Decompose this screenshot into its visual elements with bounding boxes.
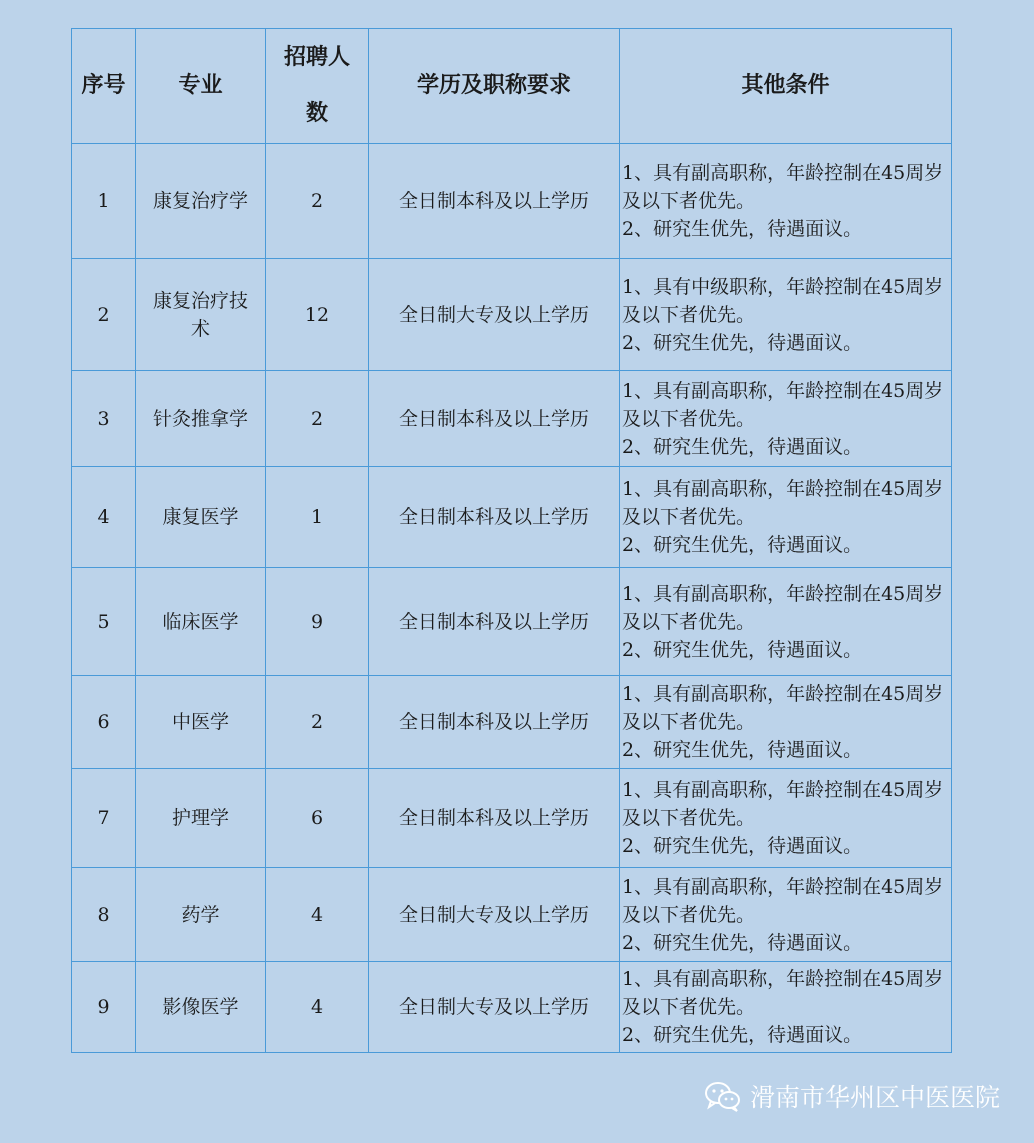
cell-education: 全日制本科及以上学历	[369, 371, 620, 467]
cell-count: 4	[266, 962, 369, 1053]
header-count: 招聘人数	[266, 29, 369, 144]
header-education: 学历及职称要求	[369, 29, 620, 144]
cell-major: 影像医学	[136, 962, 266, 1053]
table-row	[72, 467, 952, 568]
table-row	[72, 371, 952, 467]
cell-education: 全日制大专及以上学历	[369, 259, 620, 371]
cell-index: 7	[72, 769, 136, 868]
cell-other: 1、具有副高职称，年龄控制在45周岁及以下者优先。 2、研究生优先，待遇面议。	[620, 962, 952, 1053]
cell-other: 1、具有副高职称，年龄控制在45周岁及以下者优先。 2、研究生优先，待遇面议。	[620, 769, 952, 868]
cell-index: 2	[72, 259, 136, 371]
table-row	[72, 769, 952, 868]
footer-account	[704, 1078, 1000, 1114]
cell-education: 全日制本科及以上学历	[369, 467, 620, 568]
cell-education: 全日制本科及以上学历	[369, 676, 620, 769]
table-row	[72, 676, 952, 769]
recruitment-table	[71, 28, 952, 1053]
cell-major: 临床医学	[136, 568, 266, 676]
wechat-icon	[704, 1080, 742, 1112]
table-row	[72, 962, 952, 1053]
cell-education: 全日制大专及以上学历	[369, 868, 620, 962]
cell-other: 1、具有副高职称，年龄控制在45周岁及以下者优先。 2、研究生优先，待遇面议。	[620, 676, 952, 769]
cell-index: 4	[72, 467, 136, 568]
cell-other: 1、具有副高职称，年龄控制在45周岁及以下者优先。 2、研究生优先，待遇面议。	[620, 467, 952, 568]
cell-count: 1	[266, 467, 369, 568]
cell-index: 6	[72, 676, 136, 769]
cell-other: 1、具有中级职称，年龄控制在45周岁及以下者优先。 2、研究生优先，待遇面议。	[620, 259, 952, 371]
cell-major: 康复治疗技术	[136, 259, 266, 371]
header-other: 其他条件	[620, 29, 952, 144]
cell-education: 全日制本科及以上学历	[369, 769, 620, 868]
cell-index: 9	[72, 962, 136, 1053]
cell-major: 针灸推拿学	[136, 371, 266, 467]
cell-education: 全日制大专及以上学历	[369, 962, 620, 1053]
cell-education: 全日制本科及以上学历	[369, 144, 620, 259]
cell-major: 康复治疗学	[136, 144, 266, 259]
header-major: 专业	[136, 29, 266, 144]
cell-other: 1、具有副高职称，年龄控制在45周岁及以下者优先。 2、研究生优先，待遇面议。	[620, 568, 952, 676]
cell-count: 9	[266, 568, 369, 676]
table-row	[72, 259, 952, 371]
cell-major: 药学	[136, 868, 266, 962]
cell-major: 中医学	[136, 676, 266, 769]
cell-major: 康复医学	[136, 467, 266, 568]
account-name: 滑南市华州区中医医院	[749, 1083, 1000, 1112]
cell-count: 2	[266, 371, 369, 467]
cell-education: 全日制本科及以上学历	[369, 568, 620, 676]
cell-major: 护理学	[136, 769, 266, 868]
cell-count: 2	[266, 676, 369, 769]
cell-count: 6	[266, 769, 369, 868]
cell-index: 8	[72, 868, 136, 962]
header-row	[72, 29, 952, 144]
table-row	[72, 568, 952, 676]
header-index: 序号	[72, 29, 136, 144]
cell-other: 1、具有副高职称，年龄控制在45周岁及以下者优先。 2、研究生优先，待遇面议。	[620, 868, 952, 962]
cell-index: 5	[72, 568, 136, 676]
cell-count: 2	[266, 144, 369, 259]
cell-index: 3	[72, 371, 136, 467]
table-row	[72, 868, 952, 962]
cell-count: 4	[266, 868, 369, 962]
cell-count: 12	[266, 259, 369, 371]
cell-other: 1、具有副高职称，年龄控制在45周岁及以下者优先。 2、研究生优先，待遇面议。	[620, 144, 952, 259]
table-row	[72, 144, 952, 259]
cell-index: 1	[72, 144, 136, 259]
cell-other: 1、具有副高职称，年龄控制在45周岁及以下者优先。 2、研究生优先，待遇面议。	[620, 371, 952, 467]
